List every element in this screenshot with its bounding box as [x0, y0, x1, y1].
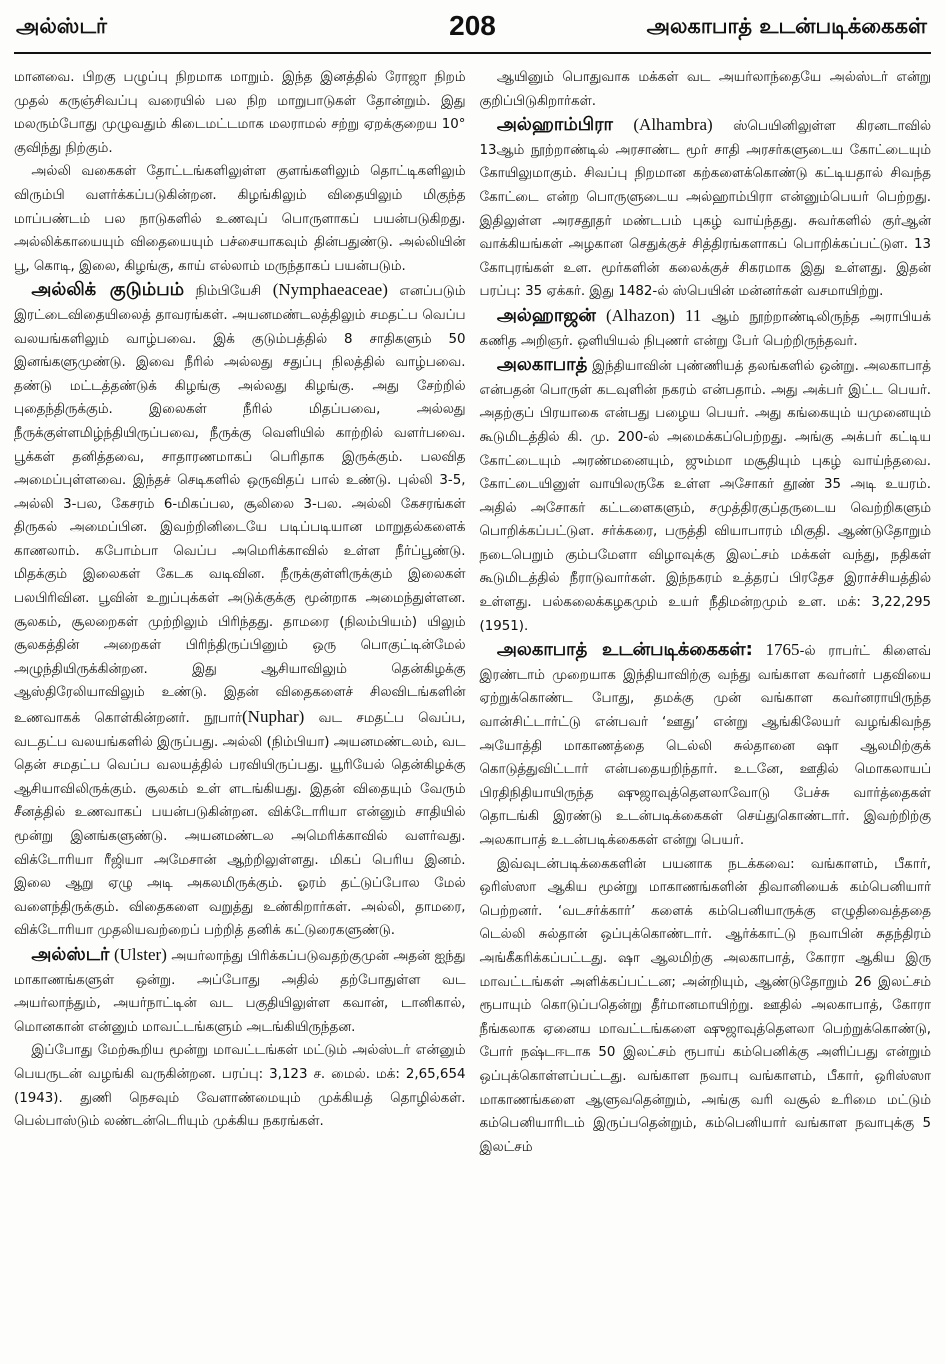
- header-right-guideword: அலகாபாத் உடன்படிக்கைகள்: [646, 14, 927, 38]
- entry-body: அயர்லாந்து பிரிக்கப்படுவதற்குமுன் அதன் ஐந்து மாகாணங்களுள் ஒன்று. அப்போது அதில் தற்போதுள்ள வட அயர்லாந்தும், அயர்நாட்டின் வட பகுதியிலுள்ள கவான், டானிகால், மொனகான் என்னும் மாவட்டங்களும் அடங்கியிருந்தன.: [14, 948, 466, 1035]
- entry-body: ஸ்பெயினிலுள்ள கிரனடாவில் 13ஆம் நூற்றாண்டில் அரசாண்ட மூர் சாதி அரசர்களுடைய கோட்டையும் கோயிலுமாகும். சிவப்பு நிறமான கற்களைக்கொண்டு கட்டியதால் சிவந்த கோட்டை என்ற பொருளுடைய அல்ஹாம்பிரா என்னும்பெயர் பெற்றது. இதிலுள்ள அரசதூதர் மண்டபம் புகழ் வாய்ந்தது. சுவர்களில் குர்ஆன் வாக்கியங்கள் அழகான செதுக்குச் சித்திரங்களாகப் பொறிக்கப்பட்டுள. 13 கோபுரங்கள் உள. மூர்களின் கலைக்குச் சிகரமாக இது உள்ளது. இதன் பரப்பு: 35 ஏக்கர். இது 1482-ல் ஸ்பெயின் மன்னர்கள் வசமாயிற்று.: [479, 119, 931, 300]
- entry-headword: அலகாபாத்: [496, 354, 588, 376]
- entry-alhazen: [480, 304, 932, 353]
- entry-headword: அல்ஹாஜன்: [496, 304, 596, 326]
- page-header: [14, 8, 931, 54]
- paragraph-ulster-continued: ஆயினும் பொதுவாக மக்கள் வட அயர்லாந்தையே அல்ஸ்டர் என்று குறிப்பிடுகிறார்கள்.: [479, 70, 931, 109]
- paragraph-treaty-outcomes: இவ்வுடன்படிக்கைகளின் பயனாக நடக்கவை: வங்காளம், பீகார், ஒரிஸ்ஸா ஆகிய மூன்று மாகாணங்களின் திவானியைக் கம்பெனியார் பெற்றனர். ‘வடசர்க்கார்’ களைக் கம்பெனியாருக்கு எழுதிவைத்ததை டெல்லி சுல்தான் ஒப்புக்கொண்டார். ஆர்க்காட்டு நவாபின் சுதந்திரம் அங்கீகரிக்கப்பட்டது. ஷா ஆலமிற்கு அலகாபாத், கோரா ஆகிய இரு மாவட்டங்கள் அளிக்கப்பட்டன; அன்றியும், ஆண்டுதோறும் 26 இலட்சம் ரூபாயும் கொடுப்பதென்று தீர்மானமாயிற்று. ஊதில் அலகாபாத், கோரா நீங்கலாக ஏனைய மாவட்டங்களை ஷுஜாவுத்தௌலா பெற்றுக்கொண்டு, போர் நஷ்டஈடாக 50 இலட்சம் ரூபாய் கம்பெனிக்கு அளிப்பது என்றும் ஒப்புக்கொள்ளப்பட்டது. வங்காள நவாபு வங்காளம், பீகார், ஒரிஸ்ஸா மாகாணங்களை ஆளுவதென்றும், அங்கு வரி வசூல் உரிமை மட்டும் கம்பெனியாரிடம் இருப்பதென்றும், கம்பெனியார் வங்காள நவாபுக்கு 5 இலட்சம்: [479, 856, 931, 1155]
- entry-alt-name: நிம்பியேசி: [184, 284, 273, 300]
- entry-treaty-of-allahabad: [480, 638, 932, 852]
- paragraph-ulster-today: இப்போது மேற்கூறிய மூன்று மாவட்டங்கள் மட்டும் அல்ஸ்டர் என்னும் பெயருடன் வழங்கி வருகின்றன. பரப்பு: 3,123 ச. மைல். மக்: 2,65,654 (1943). துணி நெசவும் வேளாண்மையும் முக்கியத் தொழில்கள். பெல்பாஸ்டும் லண்டன்டெரியும் முக்கிய நகரங்கள்.: [14, 1043, 466, 1130]
- entry-english-term: (Nuphar): [242, 707, 305, 727]
- entry-headword: அல்லிக் குடும்பம்: [31, 279, 185, 301]
- paragraph-lotus-continued: மானவை. பிறகு பழுப்பு நிறமாக மாறும். இந்த இனத்தில் ரோஜா நிறம் முதல் கருஞ்சிவப்பு வரையில் பல நிற மாறுபாடுகள் தோன்றும். இது மலரும்போது முழுவதும் கிடைமட்டமாக மலராமல் சற்று ஏறக்குறைய 10° குவிந்து நிற்கும்.: [14, 70, 466, 156]
- two-column-body: [14, 66, 931, 1159]
- left-column: [14, 66, 466, 1159]
- header-left-guideword: அல்ஸ்டர்: [16, 14, 108, 38]
- entry-nymphaeaceae: [14, 278, 466, 943]
- right-column: [480, 66, 932, 1159]
- entry-headword: அல்ஸ்டர்: [31, 943, 110, 965]
- entry-english-name: (Ulster): [113, 944, 167, 964]
- entry-headword: அலகாபாத் உடன்படிக்கைகள்:: [496, 639, 753, 661]
- entry-headword: அல்ஹாம்பிரா: [496, 114, 613, 136]
- entry-english-name: (Alhazon) 11: [605, 305, 702, 325]
- entry-body: இந்தியாவின் புண்ணியத் தலங்களில் ஒன்று. அலகாபாத் என்பதன் பொருள் கடவுளின் நகரம் என்பதாம். அது அக்பர் இட்ட பெயர். அதற்குப் பிரயாகை என்பது பழைய பெயர். அது கங்கையும் யமுனையும் கூடுமிடத்தில் கி. மு. 200-ல் அமைக்கப்பெற்றது. அங்கு அக்பர் கட்டிய கோட்டையும் அரண்மனையும், ஜும்மா மசூதியும் புகழ் வாய்ந்தவை. கோட்டையினுள் வாயிலருகே உள்ள அசோகர் தூண் 35 அடி உயரம். அதில் அசோகர் கட்டளைகளும், சமுத்திரகுப்தருடைய வெற்றிகளும் பொறிக்கப்பட்டுள. சர்க்கரை, பருத்தி வியாபாரம் மிகுதி. ஆண்டுதோறும் நடைபெறும் கும்பமேளா விழாவுக்கு இலட்சம் மக்கள் வந்து, நதிகள் கூடுமிடத்தில் நீராடுவார்கள். இந்நகரம் உத்தரப் பிரதேச இராச்சியத்தில் உள்ளது. பல்கலைக்கழகமும் உயர் நீதிமன்றமும் உள. மக்: 3,22,295 (1951).: [479, 359, 931, 634]
- entry-body-continued: வட சமதட்ப வெப்ப, வடதட்ப வலயங்களில் இருப்பது. அல்லி (நிம்பியா) அயனமண்டலம், வட தென் சமதட்ப வெப்ப வலயத்தில் பரவியிருப்பது. யூரியேல் தென்கிழக்கு ஆசியாவிலிருக்கும். சூலகம் உள் ளடங்கியது. இதன் விதையும் வேரும் சீனத்தில் உணவாகப் பயன்படுகின்றன. விக்டோரியா என்னும் சாதியில் மூன்று இனங்களுண்டு. அயனமண்டல அமெரிக்காவில் வளர்வது. விக்டோரியா ரீஜியா அமேசான் ஆற்றிலுள்ளது. மிகப் பெரிய இனம். இலை ஆறு ஏழு அடி அகலமிருக்கும். ஓரம் தட்டுப்போல மேல் வளைந்திருக்கும். விதைகளை வறுத்து உண்கிறார்கள். அல்லி, தாமரை, விக்டோரியா முதலியவற்றைப் பற்றித் தனிக் கட்டுரைகளுண்டு.: [14, 711, 466, 939]
- entry-alhambra: [480, 113, 932, 304]
- entry-ulster: [14, 943, 466, 1039]
- entry-english-name: (Alhambra): [633, 115, 713, 135]
- entry-year: 1765: [752, 640, 800, 660]
- page-number: 208: [449, 10, 496, 41]
- entry-body: ஆம் நூற்றாண்டிலிருந்த அராபியக் கணித அறிஞர். ஒளியியல் நிபுணர் என்று பேர் பெற்றிருந்தவர்.: [479, 309, 931, 349]
- entry-english-name: (Nymphaeaceae): [272, 280, 388, 300]
- entry-body: -ல் ராபர்ட் கிளைவ் இரண்டாம் முறையாக இந்தியாவிற்கு வந்து வங்காள கவர்னர் பதவியை ஏற்றுக்கொண்ட போது, தமக்கு முன் வங்காள கவர்னராயிருந்த வான்சிட்டார்ட்டு என்பவர் ‘ஊது’ என்று ஆங்கிலேயர் வழங்கிவந்த அயோத்தி மாகாணத்தை டெல்லி சுல்தானை ஷா ஆலமிற்குக் கொடுத்துவிட்டார் என்பதையறிந்தார். உடனே, ஊதில் மொகலாயப் பிரதிநிதியாயிருந்த ஷுஜாவுத்தௌலாவோடு பேச்சு வார்த்தைகள் தொடங்கி இரண்டு உடன்படிக்கைகள் செய்துகொண்டார். இவற்றிற்கு அலகாபாத் உடன்படிக்கைகள் என்று பெயர்.: [479, 644, 931, 848]
- entry-allahabad: [480, 353, 932, 638]
- paragraph-lily-uses: அல்லி வகைகள் தோட்டங்களிலுள்ள குளங்களிலும் தொட்டிகளிலும் விரும்பி வளர்க்கப்படுகின்றன. கிழங்கிலும் விதையிலும் மிகுந்த மாப்பண்டம் பல நாடுகளில் உணவுப் பொருளாகப் பயன்படுகிறது. அல்லிக்காயையும் விதையையும் பச்சையாகவும் தின்பதுண்டு. அல்லியின் பூ, கொடி, இலை, கிழங்கு, காய் எல்லாம் மருந்தாகப் பயன்படும்.: [14, 164, 466, 274]
- entry-body: எனப்படும் இரட்டைவிதையிலைத் தாவரங்கள். அயனமண்டலத்திலும் சமதட்ப வெப்ப வலயங்களிலும் வாழ்பவை. இக் குடும்பத்தில் 8 சாதிகளும் 50 இனங்களுமுண்டு. இவை நீரில் அல்லது சதுப்பு நிலத்தில் வாழ்பவை. தண்டு மட்டத்தண்டுக் கிழங்கு அல்லது கிழங்கு. அது சேற்றில் புதைந்திருக்கும். இலைகள் நீரில் மிதப்பவை, அல்லது நீருக்குள்ளமிழ்ந்தியிருப்பவை, நீருக்கு வெளியில் காற்றில் வளர்பவை. பூக்கள் தனித்தவை, சாதாரணமாகப் பெரிதாக இருக்கும். பலவித அமைப்புள்ளவை. இந்தச் செடிகளில் ஒருவிதப் பால் உண்டு. புல்லி 3-5, அல்லி 3-பல, கேசரம் 6-மிகப்பல, சூலிலை 3-பல. அல்லி கேசரங்கள் திருகல் அமைப்பின. இவற்றினிடையே படிப்படியான மாறுதல்களைக் காணலாம். கபோம்பா வெப்ப அமெரிக்காவில் உள்ள நீர்ப்பூண்டு. மிதக்கும் இலைகள் கேடக வடிவின. நீருக்குள்ளிருக்கும் இலைகள் பலபிரிவின. பூவின் உறுப்புக்கள் அடுக்குக்கு மூன்றாக அமைந்துள்ளன. சூலகம், சூலறைகள் முற்றிலும் பிரிந்தது. தாமரை (நிலம்பியம்) யிலும் சூலகத்தின் அறைகள் பிரிந்திருப்பினும் ஒரு பொகுட்டின்மேல் அழுந்தியிருக்கின்றன. இது ஆசியாவிலும் தென்கிழக்கு ஆஸ்திரேலியாவிலும் உண்டு. இதன் விதைகளைச் சிலவிடங்களின் உணவாகக் கொள்கின்றனர். நூபார்: [14, 284, 466, 727]
